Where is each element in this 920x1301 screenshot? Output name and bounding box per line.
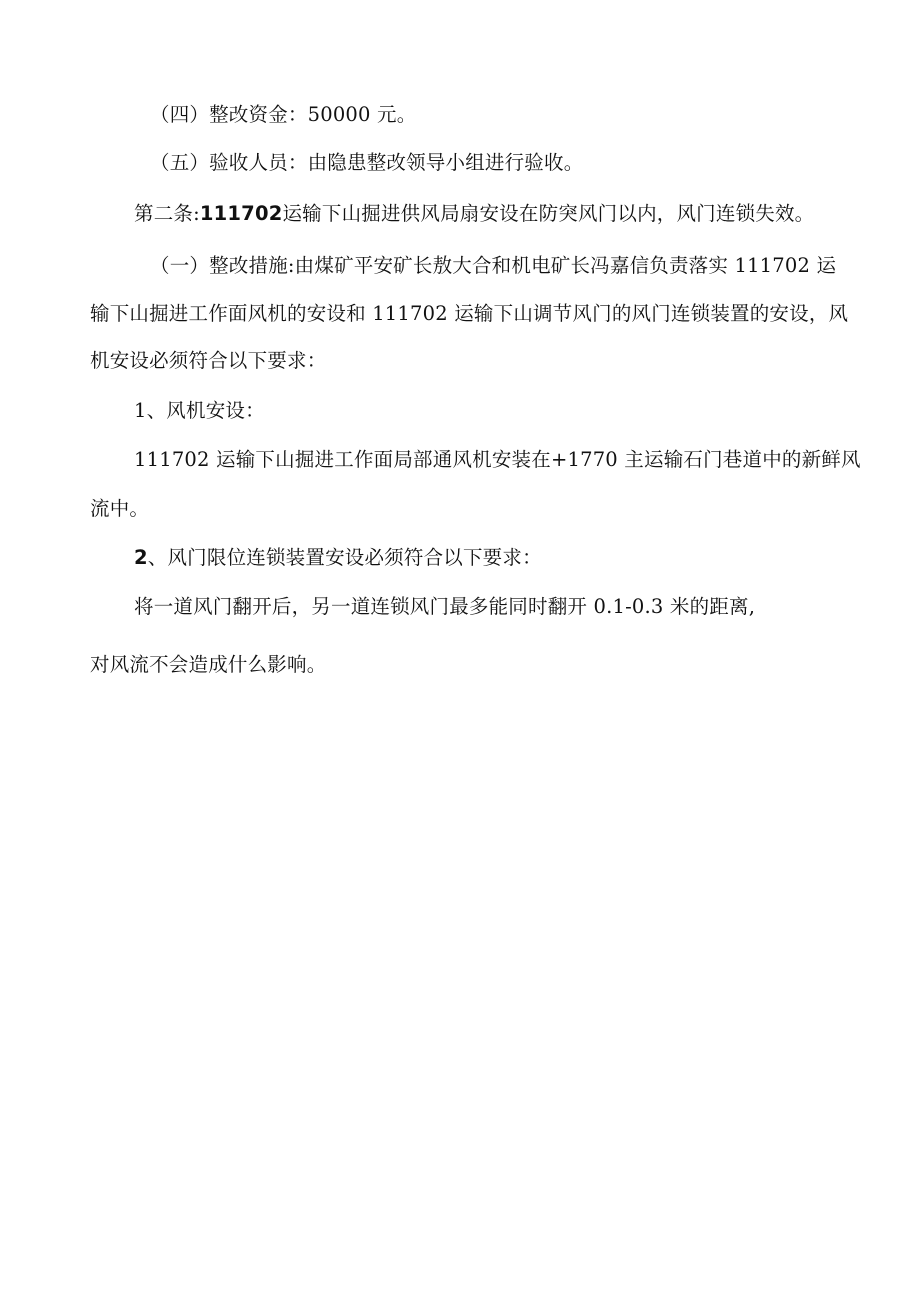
measures-label: （一）整改措施: <box>150 254 295 277</box>
sub-1-line-1: 111702 运输下山掘进工作面局部通风机安装在+1770 主运输石门巷道中的新鲜风 <box>134 448 861 471</box>
sub-1-title: 1、风机安设： <box>134 399 265 422</box>
sub-2-title <box>134 545 542 571</box>
measures-line-2: 输下山掘进工作面风机的安设和 111702 运输下山调节风门的风门连锁装置的安设，风 <box>90 302 849 325</box>
sub-2-line-2: 对风流不会造成什么影响。 <box>90 653 327 676</box>
sub-2-number: 2 <box>134 546 148 569</box>
sub-2-line-1: 将一道风门翻开后，另一道连锁风门最多能同时翻开 0.1-0.3 米的距离, <box>134 595 756 618</box>
article-2-number: 111702 <box>199 202 283 225</box>
measures-line-1 <box>150 253 836 279</box>
sub-2-title-text: 、风门限位连锁装置安设必须符合以下要求： <box>147 546 542 569</box>
sub-1-line-2: 流中。 <box>90 497 150 520</box>
article-2-heading <box>134 201 814 227</box>
measures-line-3: 机安设必须符合以下要求： <box>90 349 327 372</box>
item-4-funding: （四）整改资金：50000 元。 <box>150 103 417 126</box>
measures-text-1: 由煤矿平安矿长敖大合和机电矿长冯嘉信负责落实 111702 运 <box>294 254 837 277</box>
article-2-text: 运输下山掘进供风局扇安设在防突风门以内，风门连锁失效。 <box>282 202 815 225</box>
item-5-inspectors: （五）验收人员：由隐患整改领导小组进行验收。 <box>150 151 584 174</box>
article-2-prefix: 第二条: <box>134 202 200 225</box>
